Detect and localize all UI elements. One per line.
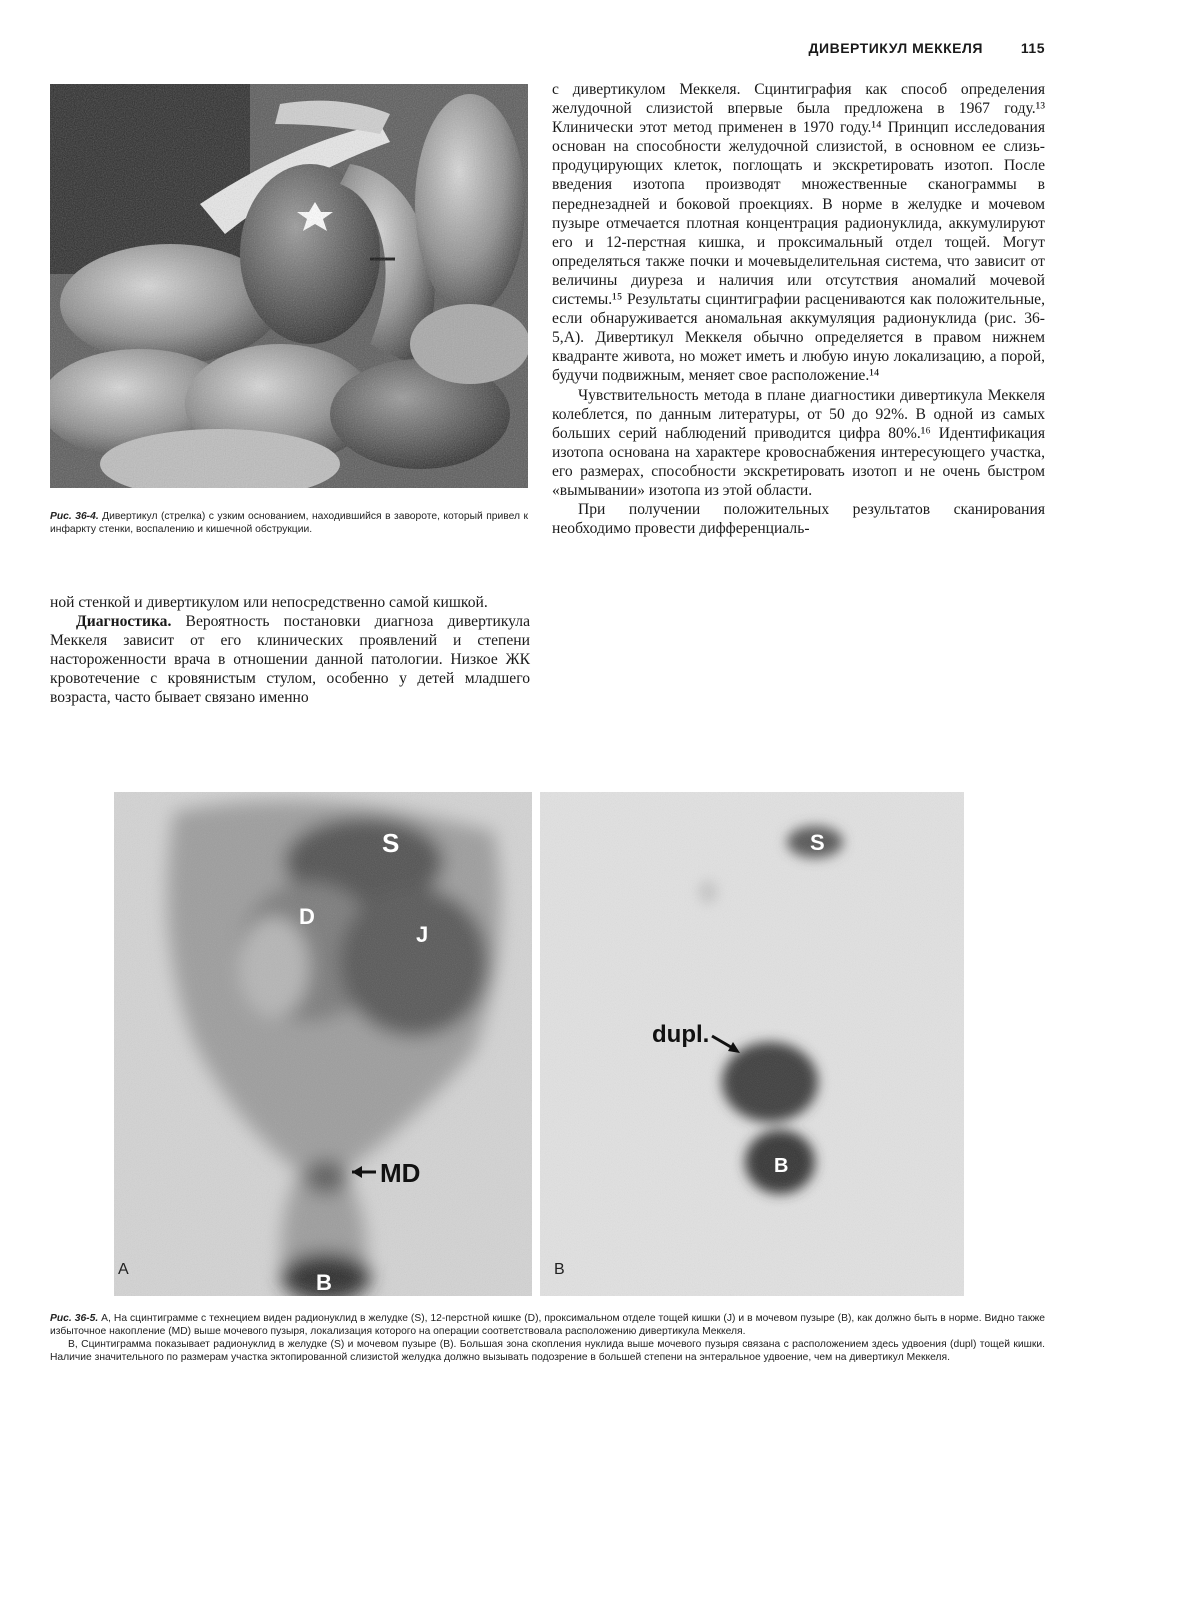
marker-b-a: B: [316, 1270, 332, 1295]
figure-36-5-caption-b: В, Сцинтиграмма показывает радионуклид в желудке (S) и мочевом пузыре (В). Большая зона скопления нуклида выше мочевого пузыря связана с расположением здесь удвоения (dupl) тощей кишки. Наличие значительного по размерам участка эктопированной слизистой желудка должно вызывать подозрение в большей степени на энтеральное удвоение, чем на дивертикул Меккеля.: [50, 1339, 1045, 1363]
panel-a-label: A: [118, 1261, 129, 1278]
left-column-text: [50, 593, 530, 708]
left-paragraph-2: [50, 612, 530, 707]
right-paragraph-3: При получении положительных результатов сканирования необходимо провести дифференциаль-: [552, 501, 1045, 538]
scintigram-panel-a: [114, 792, 532, 1296]
figure-36-5-caption-a-text: А, На сцинтиграмме с технецием виден радионуклид в желудке (S), 12-перстной кишке (D), проксимальном отделе тощей кишки (J) и в мочевом пузыре (В), как должно быть в норме. Видно также избыточное накопление (MD) выше мочевого пузыря, локализация которого на операции соответствовала расположению дивертикула Меккеля.: [50, 1313, 1046, 1337]
figure-36-4-label: Рис. 36-4.: [50, 511, 99, 522]
figure-36-4-photo: [50, 84, 528, 488]
figure-36-4-caption-text: Дивертикул (стрелка) с узким основанием, находившийся в завороте, который привел к инфаркту стенки, воспалению и кишечной обструкции.: [50, 511, 528, 535]
marker-s-a: S: [382, 828, 400, 858]
figure-36-4-caption: [50, 510, 528, 536]
left-paragraph-2-text: Вероятность постановки диагноза дивертикула Меккеля зависит от его клинических проявлений и степени настороженности врача в отношении данной патологии. Низкое ЖК кровотечение с кровянистым стулом, особенно у детей младшего возраста, часто бывает связано именно: [50, 613, 530, 707]
marker-j-a: J: [416, 922, 429, 947]
diagnostics-heading: Диагностика.: [76, 613, 172, 631]
scintigram-panel-b: [540, 792, 964, 1296]
right-column-text: [552, 80, 1045, 538]
figure-36-5-caption-a: [50, 1312, 1045, 1338]
marker-s-b: S: [810, 830, 825, 855]
marker-b-b: B: [774, 1155, 789, 1177]
right-paragraph-1: с дивертикулом Меккеля. Сцинтиграфия как способ определения желудочной слизистой впервые была предложена в 1967 году.¹³ Клинически этот метод применен в 1970 году.¹⁴ Принцип исследования основан на способности желудочной слизистой, в основном ее слизь-продуцирующих клеток, поглощать и экскретировать изотоп. После введения изотопа производят множественные сканограммы в переднезадней и боковой проекциях. В норме в желудке и мочевом пузыре отмечается плотная концентрация радионуклида, аккумулируют его и 12-перстная кишка, и проксимальный отдел тощей. Могут определяться также почки и мочевыделительная система, что зависит от величины диуреза и наличия или отсутствия аномалий мочевой системы.¹⁵ Результаты сцинтиграфии расцениваются как положительные, если обнаруживается аномальная аккумуляция радионуклида (рис. 36-5,А). Дивертикул Меккеля обычно определяется в правом нижнем квадранте живота, но может иметь и любую иную локализацию, а порой, будучи подвижным, меняет свое расположение.¹⁴: [552, 81, 1045, 385]
running-title: ДИВЕРТИКУЛ МЕККЕЛЯ: [808, 40, 983, 56]
page-number: 115: [1020, 40, 1045, 56]
figure-36-5-label: Рис. 36-5.: [50, 1313, 99, 1324]
panel-b-label: B: [554, 1261, 565, 1278]
marker-dupl: dupl.: [652, 1021, 710, 1048]
running-header: [760, 40, 1045, 62]
marker-d-a: D: [299, 904, 315, 929]
marker-md: MD: [380, 1158, 421, 1188]
left-paragraph-1: ной стенкой и дивертикулом или непосредственно самой кишкой.: [50, 594, 488, 611]
figure-36-5-caption: [50, 1312, 1045, 1364]
right-paragraph-2: Чувствительность метода в плане диагностики дивертикула Меккеля колеблется, по данным литературы, от 50 до 92%. В одной из самых больших серий наблюдений приводится цифра 80%.¹⁶ Идентификация изотопа основана на характере кровоснабжения интересующего участка, его размерах, способности экскретировать изотоп и не очень быстром «вымывании» изотопа из этой области.: [552, 386, 1045, 499]
